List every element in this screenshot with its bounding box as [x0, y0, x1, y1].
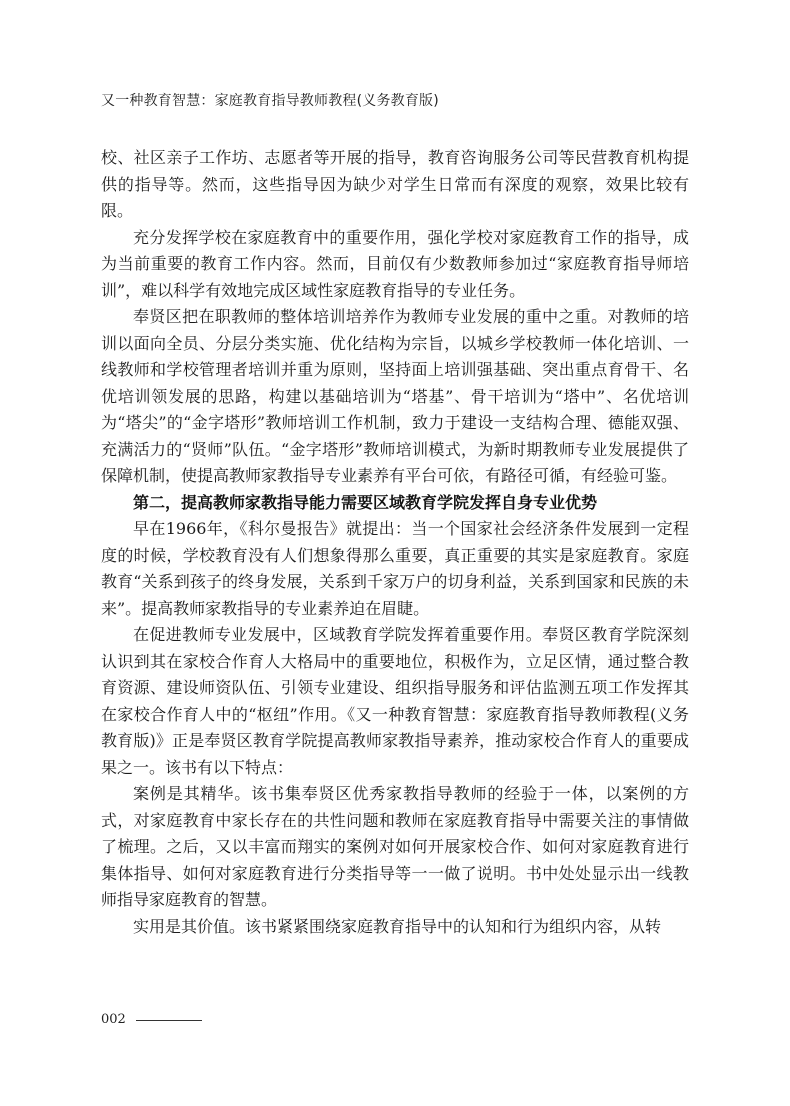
paragraph-continued: 校、社区亲子工作坊、志愿者等开展的指导，教育咨询服务公司等民营教育机构提供的指导等。然而，这些指导因为缺少对学生日常而有深度的观察，效果比较有限。 — [101, 148, 689, 220]
page-footer — [101, 1012, 202, 1028]
paragraph: 在促进教师专业发展中，区域教育学院发挥着重要作用。奉贤区教育学院深刻认识到其在家校合作育人大格局中的重要地位，积极作为，立足区情，通过整合教育资源、建设师资队伍、引领专业建设、组织指导服务和评估监测五项工作发挥其在家校合作育人中的“枢纽”作用。《又一种教育智慧：家庭教育指导教师教程(义务教育版)》正是奉贤区教育学院提高教师家教指导素养，推动家校合作育人的重要成果之一。该书有以下特点： — [101, 625, 689, 777]
footer-rule — [136, 1020, 202, 1021]
paragraph: 奉贤区把在职教师的整体培训培养作为教师专业发展的重中之重。对教师的培训以面向全员、分层分类实施、优化结构为宗旨，以城乡学校教师一体化培训、一线教师和学校管理者培训并重为原则，坚持面上培训强基础、突出重点育骨干、名优培训领发展的思路，构建以基础培训为“塔基”、骨干培训为“塔中”、名优培训为“塔尖”的“金字塔形”教师培训工作机制，致力于建设一支结构合理、德能双强、充满活力的“贤师”队伍。“金字塔形”教师培训模式，为新时期教师专业发展提供了保障机制，使提高教师家教指导专业素养有平台可依，有路径可循，有经验可鉴。 — [101, 307, 689, 485]
paragraph: 早在1966年，《科尔曼报告》就提出：当一个国家社会经济条件发展到一定程度的时候，学校教育没有人们想象得那么重要，真正重要的其实是家庭教育。家庭教育“关系到孩子的终身发展，关系到千家万户的切身利益，关系到国家和民族的未来”。提高教师家教指导的专业素养迫在眉睫。 — [101, 519, 689, 618]
body-text — [101, 145, 689, 940]
section-heading: 第二，提高教师家教指导能力需要区域教育学院发挥自身专业优势 — [133, 492, 598, 512]
paragraph: 案例是其精华。该书集奉贤区优秀家教指导教师的经验于一体，以案例的方式，对家庭教育中家长存在的共性问题和教师在家庭教育指导中需要关注的事情做了梳理。之后，又以丰富而翔实的案例对如何开展家校合作、如何对家庭教育进行集体指导、如何对家庭教育进行分类指导等一一做了说明。书中处处显示出一线教师指导家庭教育的智慧。 — [101, 784, 689, 909]
paragraph: 充分发挥学校在家庭教育中的重要作用，强化学校对家庭教育工作的指导，成为当前重要的教育工作内容。然而，目前仅有少数教师参加过“家庭教育指导师培训”，难以科学有效地完成区域性家庭教育指导的专业任务。 — [101, 227, 689, 300]
paragraph: 实用是其价值。该书紧紧围绕家庭教育指导中的认知和行为组织内容，从转 — [133, 916, 662, 936]
page-number: 002 — [101, 1012, 126, 1027]
running-header: 又一种教育智慧：家庭教育指导教师教程(义务教育版) — [101, 93, 439, 109]
